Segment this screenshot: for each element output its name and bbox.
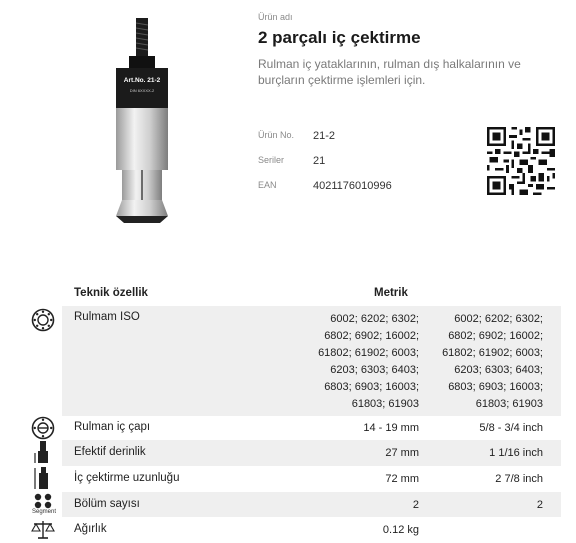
spec-row-puller-length: [62, 466, 561, 492]
segment-icon-caption: Segment: [32, 509, 57, 515]
scale-icon: [30, 519, 56, 541]
spec-row-inner-diameter: [62, 416, 561, 440]
spec-metric-value: 0.12 kg: [382, 524, 419, 536]
field-value-product-no: 21-2: [313, 130, 336, 142]
product-description: Rulman iç yataklarının, rulman dış halkalarının ve burçların çektirme işlemleri için.: [258, 57, 521, 87]
spec-imperial-value: 2: [536, 499, 543, 511]
spec-label: İç çektirme uzunluğu: [74, 472, 180, 484]
qr-code: [487, 127, 555, 195]
spec-row-segment-count: [62, 492, 561, 517]
field-value-series: 21: [313, 155, 326, 167]
spec-imperial-value: 6002; 6202; 6302; 6802; 6902; 16002; 61802; 61902; 6003; 6203; 6303; 6403; 6803; 6903; 16003; 61803; 61903: [442, 313, 543, 410]
spec-row-effective-depth: [62, 440, 561, 466]
spec-metric-value: 6002; 6202; 6302; 6802; 6902; 16002; 61802; 61902; 6003; 6203; 6303; 6403; 6803; 6903; 16003; 61803; 61903: [318, 313, 419, 410]
spec-label: Ağırlık: [74, 523, 107, 535]
spec-header-metric: Metrik: [374, 287, 408, 299]
length-icon: [30, 467, 56, 491]
spec-header-feature: Teknik özellik: [74, 287, 148, 299]
bearing-icon: [30, 308, 56, 332]
page-title: 2 parçalı iç çektirme: [258, 28, 421, 47]
depth-icon: [30, 441, 56, 465]
spec-row-weight: [62, 517, 561, 543]
spec-metric-value: 2: [412, 499, 419, 511]
field-label-product-no: Ürün No.: [258, 130, 295, 140]
field-label-ean: EAN: [258, 180, 277, 190]
spec-label: Efektif derinlik: [74, 446, 146, 458]
spec-metric-value: 72 mm: [385, 473, 419, 485]
image-artno-text: Art.No. 21-2: [123, 77, 161, 84]
bearing-inner-icon: [30, 416, 56, 440]
segment-icon: [30, 493, 56, 509]
spec-imperial-value: 5/8 - 3/4 inch: [479, 422, 543, 434]
field-label-series: Seriler: [258, 155, 285, 165]
field-value-ean: 4021176010996: [313, 180, 392, 192]
product-name-label: Ürün adı: [258, 12, 293, 22]
spec-metric-value: 27 mm: [385, 447, 419, 459]
spec-imperial-value: 1 1/16 inch: [489, 447, 543, 459]
spec-label: Bölüm sayısı: [74, 498, 140, 510]
spec-metric-value: 14 - 19 mm: [363, 422, 419, 434]
image-din-text: DIN 6XXXX-2: [129, 88, 155, 93]
product-image: [98, 18, 188, 230]
spec-imperial-value: 2 7/8 inch: [495, 473, 543, 485]
spec-label: Rulman iç çapı: [74, 421, 151, 433]
spec-label: Rulmam ISO: [74, 311, 140, 323]
spec-row-bearing-iso: [62, 306, 561, 416]
